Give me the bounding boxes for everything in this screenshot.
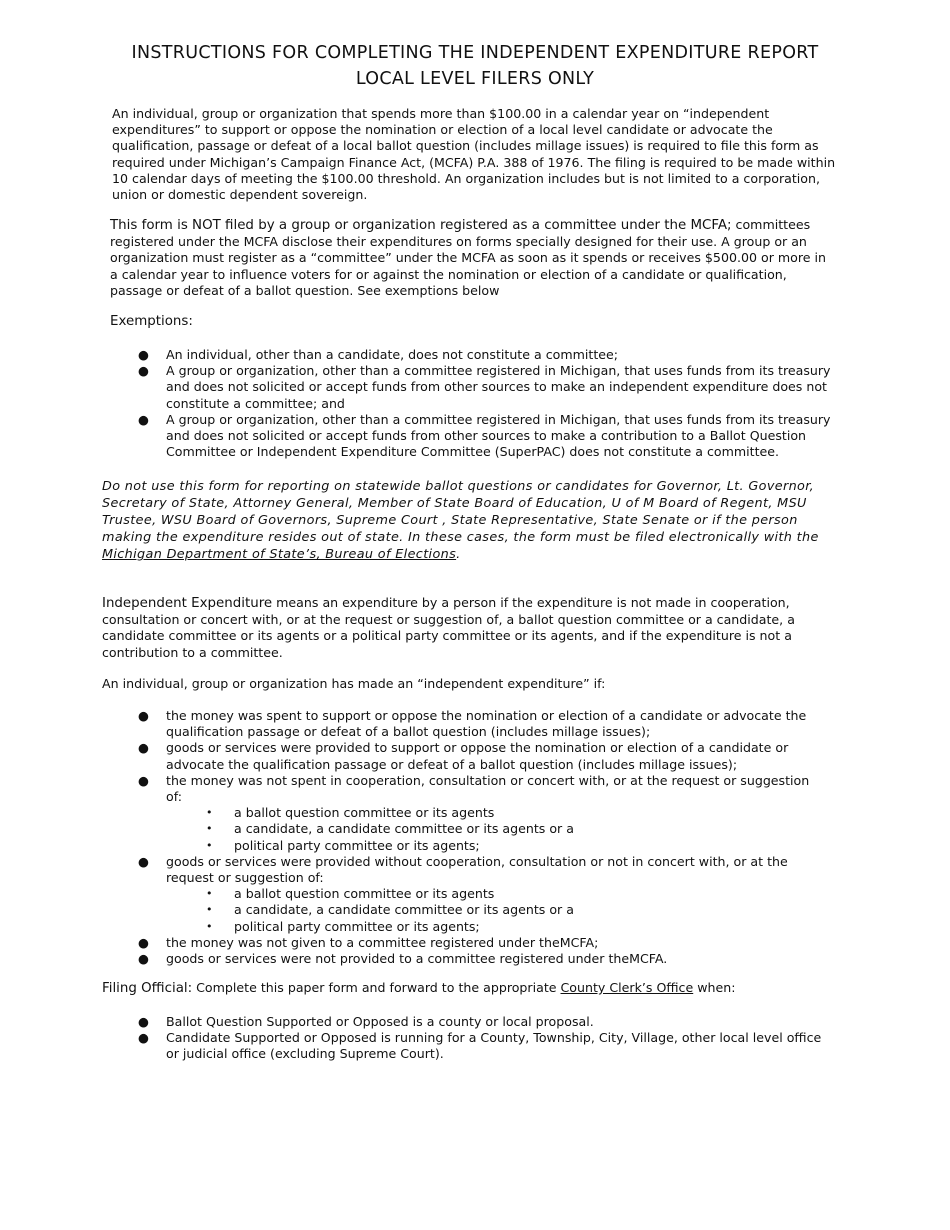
sub-item-text: a candidate, a candidate committee or its agents or a (234, 902, 574, 918)
filing-official-text: Complete this paper form and forward to the appropriate (192, 980, 561, 995)
sub-bullet-icon: • (206, 903, 213, 917)
title-line-2: LOCAL LEVEL FILERS ONLY (355, 69, 595, 89)
exemption-text: An individual, other than a candidate, does not constitute a committee; (166, 347, 618, 362)
sub-item-text: political party committee or its agents; (234, 918, 480, 934)
list-item (138, 935, 828, 951)
sub-list-item (166, 886, 828, 902)
county-clerk-link[interactable]: County Clerk’s Office (560, 980, 694, 995)
title-line-1: INSTRUCTIONS FOR COMPLETING THE INDEPENDENT EXPENDITURE REPORT (131, 43, 819, 63)
bullet-icon: ● (138, 347, 149, 362)
condition-text: goods or services were provided to support or oppose the nomination or election of a candidate or advocate the qualification passage or defeat of a ballot question (includes millage issues); (166, 740, 789, 772)
bullet-icon: ● (138, 772, 149, 788)
definition-paragraph (102, 595, 842, 661)
definition-text: means an expenditure by a person if the expenditure is not made in cooperation, consultation or concert with, or at the request or suggestion of, a ballot question committee or a candidate, a candidate committee or its agents or a political party committee or its agents, and if the expenditure is not a contribution to a committee. (102, 595, 795, 660)
list-item (138, 740, 828, 772)
intro-paragraph: An individual, group or organization that spends more than $100.00 in a calendar year on “independent expenditures” to support or oppose the nomination or election of a local level candidate or advocate the qualification, passage or defeat of a local ballot question (includes millage issues) is required to file this form as required under Michigan’s Campaign Finance Act, (MCFA) P.A. 388 of 1976. The filing is required to be made within 10 calendar days of meeting the $100.00 threshold. An organization includes but is not limited to a corporation, union or domestic dependent sovereign. (112, 106, 836, 203)
condition-text: the money was spent to support or oppose the nomination or election of a candidate or advocate the qualification passage or defeat of a ballot question (includes millage issues); (166, 708, 807, 740)
filing-official-paragraph (102, 980, 842, 997)
bullet-icon: ● (138, 411, 149, 427)
filing-item-text: Candidate Supported or Opposed is running for a County, Township, City, Village, other local level office or judicial office (excluding Supreme Court). (166, 1030, 822, 1062)
exemption-text: A group or organization, other than a committee registered in Michigan, that uses funds from its treasury and does not solicited or accept funds from other sources to make a contribution to a Ballot Question Committee or Independent Expenditure Committee (SuperPAC) does not constitute a committee. (166, 411, 831, 460)
sub-bullet-icon: • (206, 887, 213, 901)
sub-item-text: a ballot question committee or its agents (234, 886, 495, 902)
sub-bullet-icon: • (206, 822, 213, 836)
bureau-of-elections-link[interactable]: Michigan Department of State’s, Bureau of Elections (102, 547, 457, 562)
statewide-note-end: . (456, 547, 461, 562)
condition-text: goods or services were not provided to a committee registered under theMCFA. (166, 951, 668, 967)
filing-item-text: Ballot Question Supported or Opposed is a county or local proposal. (166, 1014, 594, 1029)
sub-item-text: a ballot question committee or its agents (234, 805, 495, 821)
list-item (138, 412, 843, 461)
condition-text: goods or services were provided without cooperation, consultation or not in concert with, or at the request or suggestion of: (166, 853, 788, 886)
bullet-icon: ● (138, 934, 149, 950)
sub-list-item (166, 838, 828, 854)
sub-bullet-icon: • (206, 838, 213, 852)
list-item (138, 854, 828, 935)
not-filed-paragraph (110, 217, 835, 299)
bullet-icon: ● (138, 951, 149, 967)
sub-bullet-icon: • (206, 806, 213, 820)
sub-list (166, 805, 828, 854)
exemptions-list (138, 347, 843, 460)
sub-bullet-icon: • (206, 919, 213, 933)
filing-official-label: Filing Official: (102, 981, 193, 996)
bullet-icon: ● (138, 740, 149, 756)
definition-term: Independent Expenditure (102, 596, 273, 611)
statewide-note-text: Do not use this form for reporting on statewide ballot questions or candidates for Governor, Lt. Governor, Secretary of State, Attorney General, Member of State Board of Education, U of M Board of Regent, MSU Trustee, WSU Board of Governors, Supreme Court , State Representative, State Senate or if the person making the expenditure resides out of state. In these cases, the form must be filed electronically with the (102, 479, 819, 545)
condition-text: the money was not given to a committee registered under theMCFA; (166, 934, 599, 950)
not-filed-lead: This form is NOT filed by a group or organization registered as a committee under the MCFA; (110, 218, 732, 233)
bullet-icon: ● (138, 708, 149, 723)
bullet-icon: ● (138, 1014, 149, 1029)
exemptions-heading: Exemptions: (110, 314, 193, 329)
list-item (138, 363, 843, 412)
sub-list-item (166, 902, 828, 918)
sub-list-item (166, 821, 828, 837)
list-item (138, 773, 828, 854)
list-item (138, 347, 843, 363)
sub-list-item (166, 919, 828, 935)
sub-list-item (166, 805, 828, 821)
list-item (138, 708, 828, 740)
filing-list (138, 1014, 838, 1063)
filing-official-end: when: (693, 980, 736, 995)
sub-item-text: political party committee or its agents; (234, 837, 480, 853)
sub-list (166, 886, 828, 935)
list-item (138, 1014, 838, 1030)
exemption-text: A group or organization, other than a committee registered in Michigan, that uses funds from its treasury and does not solicited or accept funds from other sources to make an independent expenditure does not constitute a committee; and (166, 363, 831, 411)
bullet-icon: ● (138, 853, 149, 869)
made-if-paragraph: An individual, group or organization has made an “independent expenditure” if: (102, 676, 606, 691)
bullet-icon: ● (138, 363, 149, 379)
not-filed-rest: committees registered under the MCFA disclose their expenditures on forms specially designed for their use. A group or an organization must register as a “committee” under the MCFA as soon as it spends or receives $500.00 or more in a calendar year to influence voters for or against the nomination or election of a candidate or qualification, passage or defeat of a ballot question. See exemptions below (110, 217, 826, 298)
sub-item-text: a candidate, a candidate committee or its agents or a (234, 821, 574, 837)
statewide-note (102, 478, 822, 563)
list-item (138, 1030, 838, 1062)
conditions-list (138, 708, 828, 967)
condition-text: the money was not spent in cooperation, consultation or concert with, or at the request or suggestion of: (166, 772, 810, 805)
bullet-icon: ● (138, 1030, 149, 1046)
list-item (138, 951, 828, 967)
